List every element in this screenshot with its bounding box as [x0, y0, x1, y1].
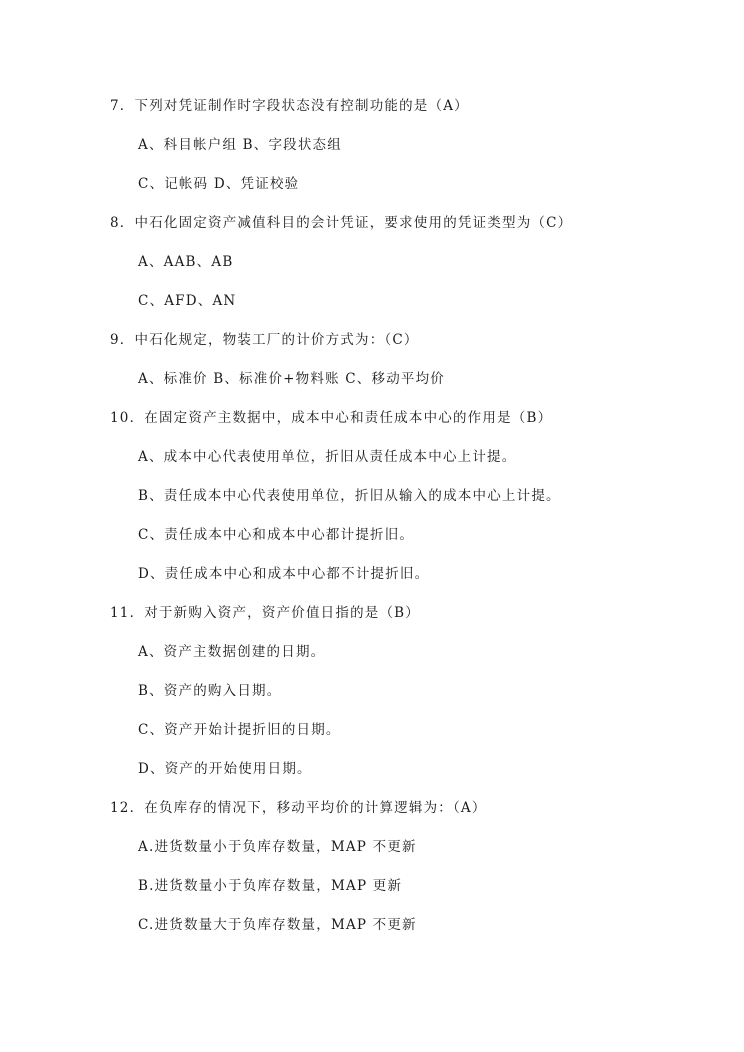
question-9-option-line: A、标准价 B、标准价+物料账 C、移动平均价: [138, 371, 445, 387]
question-12-option-c: C.进货数量大于负库存数量，MAP 不更新: [138, 917, 417, 933]
question-7-option-line: C、记帐码 D、凭证校验: [138, 176, 300, 192]
question-8: 8．中石化固定资产减值科目的会计凭证，要求使用的凭证类型为（C）: [110, 215, 573, 231]
question-9: 9．中石化规定，物装工厂的计价方式为：（C）: [110, 332, 419, 348]
question-8-option-line: A、AAB、AB: [138, 254, 234, 270]
question-10-option-c: C、责任成本中心和成本中心都计提折旧。: [138, 527, 415, 543]
question-12-option-a: A.进货数量小于负库存数量，MAP 不更新: [138, 839, 417, 855]
question-12: 12．在负库存的情况下，移动平均价的计算逻辑为：（A）: [110, 800, 487, 816]
question-10-option-a: A、成本中心代表使用单位，折旧从责任成本中心上计提。: [138, 449, 517, 465]
question-11: 11．对于新购入资产，资产价值日指的是（B）: [110, 605, 420, 621]
question-11-option-b: B、资产的购入日期。: [138, 683, 282, 699]
question-11-option-d: D、资产的开始使用日期。: [138, 761, 312, 777]
question-10-option-b: B、责任成本中心代表使用单位，折旧从输入的成本中心上计提。: [138, 488, 561, 504]
question-10-option-d: D、责任成本中心和成本中心都不计提折旧。: [138, 566, 430, 582]
question-11-option-c: C、资产开始计提折旧的日期。: [138, 722, 341, 738]
question-7-option-line: A、科目帐户组 B、字段状态组: [138, 137, 342, 153]
question-11-option-a: A、资产主数据创建的日期。: [138, 644, 326, 660]
question-10: 10．在固定资产主数据中，成本中心和责任成本中心的作用是（B）: [110, 410, 553, 426]
question-8-option-line: C、AFD、AN: [138, 293, 237, 309]
question-7: 7．下列对凭证制作时字段状态没有控制功能的是（A）: [110, 98, 469, 114]
question-12-option-b: B.进货数量小于负库存数量，MAP 更新: [138, 878, 403, 894]
